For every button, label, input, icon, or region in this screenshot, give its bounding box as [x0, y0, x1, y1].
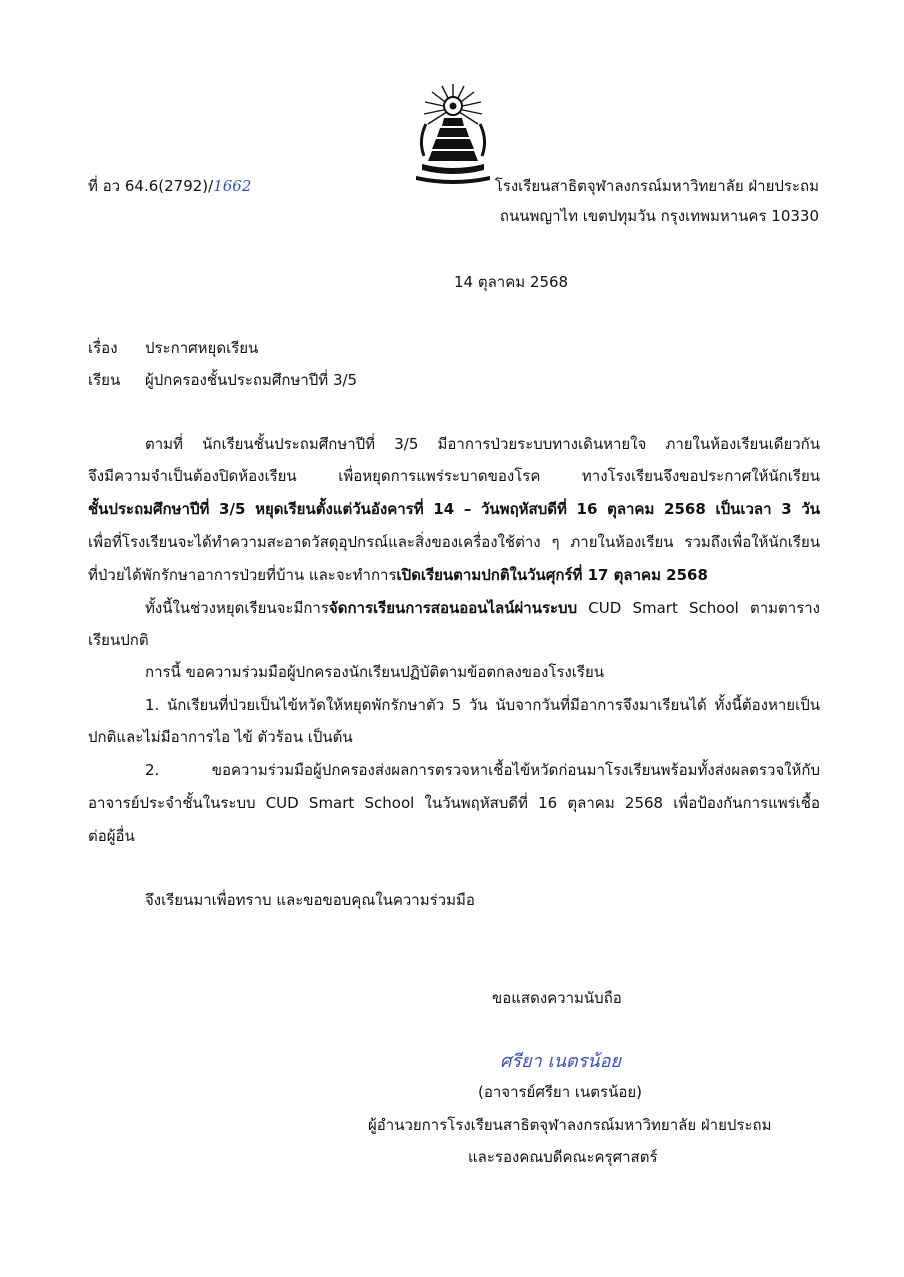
item2-line2: อาจารย์ประจำชั้นในระบบ CUD Smart School ในวันพฤหัสบดีที่ 16 ตุลาคม 2568 เพื่อป้องกันการแพร่เชื้อ — [88, 794, 820, 812]
letter-date: 14 ตุลาคม 2568 — [454, 273, 569, 291]
item1-line1: 1. นักเรียนที่ป่วยเป็นไข้หวัดให้หยุดพักรักษาตัว 5 วัน นับจากวันที่มีอาการจึงมาเรียนได้ ทั้งนี้ต้องหายเป็น — [145, 696, 820, 714]
signatory-name: (อาจารย์ศรียา เนตรน้อย) — [478, 1083, 642, 1101]
paragraph1-line5 — [88, 565, 708, 585]
item2-line1: 2. ขอความร่วมมือผู้ปกครองส่งผลการตรวจหาเชื้อไข้หวัดก่อนมาโรงเรียนพร้อมทั้งส่งผลตรวจให้กับ — [145, 761, 820, 779]
paragraph1-line5-bold: เปิดเรียนตามปกติในวันศุกร์ที่ 17 ตุลาคม 2568 — [396, 566, 708, 584]
school-emblem-logo — [412, 80, 494, 190]
subject-value: ประกาศหยุดเรียน — [145, 339, 259, 357]
paragraph2-line1-bold: จัดการเรียนการสอนออนไลน์ผ่านระบบ — [328, 599, 578, 617]
signatory-title2: และรองคณบดีคณะครุศาสตร์ — [468, 1148, 658, 1166]
recipient-value: ผู้ปกครองชั้นประถมศึกษาปีที่ 3/5 — [145, 371, 358, 389]
school-address: ถนนพญาไท เขตปทุมวัน กรุงเทพมหานคร 10330 — [499, 207, 819, 225]
paragraph3: การนี้ ขอความร่วมมือผู้ปกครองนักเรียนปฏิบัติตามข้อตกลงของโรงเรียน — [145, 663, 605, 681]
reference-handwritten: 1662 — [213, 177, 252, 195]
signatory-title1: ผู้อำนวยการโรงเรียนสาธิตจุฬาลงกรณ์มหาวิทยาลัย ฝ่ายประถม — [368, 1116, 772, 1134]
paragraph2-line1 — [145, 598, 820, 618]
emblem-icon — [412, 80, 494, 190]
regards: ขอแสดงความนับถือ — [492, 989, 622, 1007]
paragraph1-line4: เพื่อที่โรงเรียนจะได้ทำความสะอาดวัสดุอุปกรณ์และสิ่งของเครื่องใช้ต่าง ๆ ภายในห้องเรียน รวมถึงเพื่อให้นักเรียน — [88, 533, 820, 551]
closing-line: จึงเรียนมาเพื่อทราบ และขอขอบคุณในความร่วมมือ — [145, 891, 475, 909]
school-name: โรงเรียนสาธิตจุฬาลงกรณ์มหาวิทยาลัย ฝ่ายประถม — [494, 177, 819, 195]
reference-number — [88, 176, 251, 196]
paragraph2-line1-a: ทั้งนี้ในช่วงหยุดเรียนจะมีการ — [145, 599, 329, 617]
paragraph2-line1-c: CUD Smart School ตามตาราง — [577, 599, 820, 617]
paragraph1-line5-normal: ที่ป่วยได้พักรักษาอาการป่วยที่บ้าน และจะทำการ — [88, 566, 397, 584]
paragraph1-line3: ชั้นประถมศึกษาปีที่ 3/5 หยุดเรียนตั้งแต่วันอังคารที่ 14 – วันพฤหัสบดีที่ 16 ตุลาคม 2568 เป็นเวลา 3 วัน — [88, 500, 820, 518]
recipient-label: เรียน — [88, 371, 121, 389]
subject-label: เรื่อง — [88, 339, 118, 357]
handwritten-signature: ศรียา เนตรน้อย — [500, 1051, 621, 1072]
paragraph1-line1: ตามที่ นักเรียนชั้นประถมศึกษาปีที่ 3/5 มีอาการป่วยระบบทางเดินหายใจ ภายในห้องเรียนเดียวกัน — [145, 435, 820, 453]
paragraph1-line2: จึงมีความจำเป็นต้องปิดห้องเรียน เพื่อหยุดการแพร่ระบาดของโรค ทางโรงเรียนจึงขอประกาศให้นักเรียน — [88, 467, 820, 485]
item1-line2: ปกติและไม่มีอาการไอ ไข้ ตัวร้อน เป็นต้น — [88, 728, 353, 746]
item2-line3: ต่อผู้อื่น — [88, 827, 135, 845]
reference-prefix: ที่ อว 64.6(2792)/ — [88, 177, 214, 195]
paragraph2-line2: เรียนปกติ — [88, 631, 149, 649]
